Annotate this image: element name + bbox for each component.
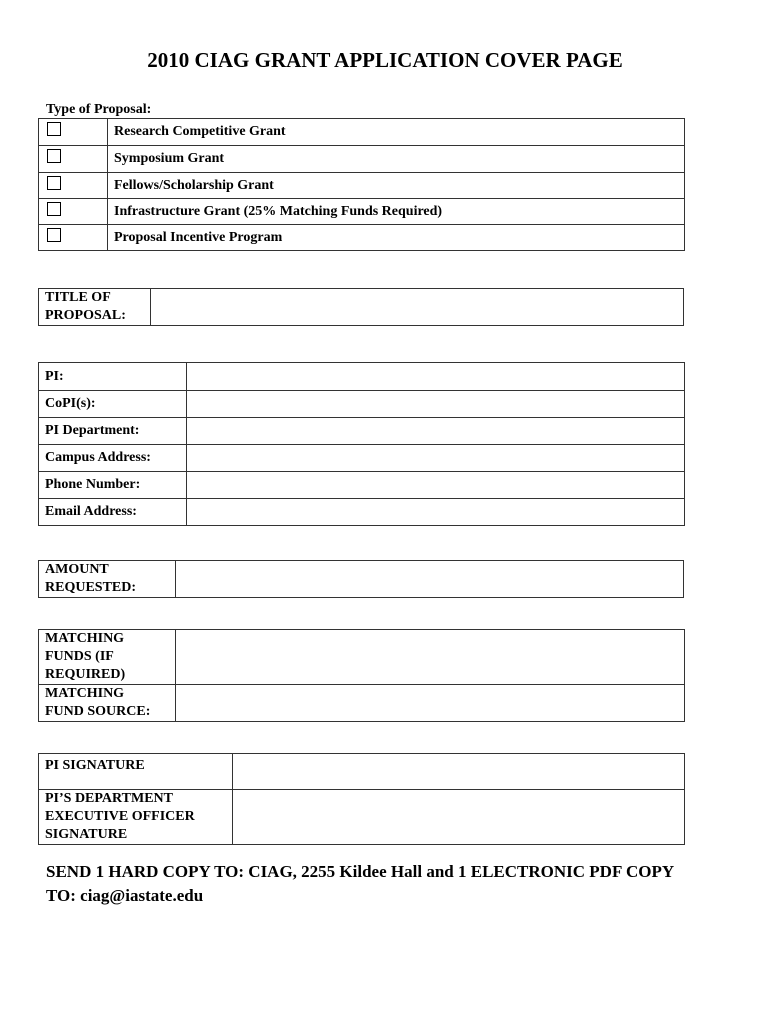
exec-officer-signature-label-line-3: SIGNATURE (45, 827, 128, 842)
page-title: 2010 CIAG GRANT APPLICATION COVER PAGE (147, 48, 623, 72)
proposal-type-incentive: Proposal Incentive Program (108, 225, 685, 251)
copi-field[interactable] (187, 391, 685, 418)
pi-label: PI: (39, 363, 187, 391)
matching-funds-table (38, 629, 685, 722)
exec-officer-signature-label-line-1: PI’S DEPARTMENT (45, 791, 173, 806)
proposal-type-table (38, 118, 685, 251)
exec-officer-signature-label-line-2: EXECUTIVE OFFICER (45, 809, 195, 824)
campus-address-label: Campus Address: (39, 445, 187, 472)
matching-fund-source-field[interactable] (176, 685, 685, 722)
pi-info-table (38, 362, 685, 526)
proposal-type-infrastructure: Infrastructure Grant (25% Matching Funds Required) (108, 199, 685, 225)
submission-instructions (46, 860, 746, 908)
exec-officer-signature-label (39, 790, 233, 845)
proposal-type-research: Research Competitive Grant (108, 119, 685, 146)
pi-department-label: PI Department: (39, 418, 187, 445)
matching-funds-label-line-1: MATCHING (45, 631, 125, 646)
checkbox-cell (39, 146, 108, 173)
amount-requested-label-line-1: AMOUNT (45, 562, 109, 577)
checkbox-cell (39, 173, 108, 199)
submission-instructions-line-1: SEND 1 HARD COPY TO: CIAG, 2255 Kildee Hall and 1 ELECTRONIC PDF COPY (46, 862, 675, 881)
proposal-type-fellows: Fellows/Scholarship Grant (108, 173, 685, 199)
checkbox-infrastructure[interactable] (47, 202, 61, 216)
pi-signature-label: PI SIGNATURE (39, 754, 233, 790)
email-address-field[interactable] (187, 499, 685, 526)
amount-requested-field[interactable] (176, 561, 684, 598)
checkbox-incentive[interactable] (47, 228, 61, 242)
amount-requested-label (39, 561, 176, 598)
checkbox-cell (39, 225, 108, 251)
matching-fund-source-label-line-2: FUND SOURCE: (45, 704, 151, 719)
matching-funds-label (39, 630, 176, 685)
campus-address-field[interactable] (187, 445, 685, 472)
signature-table (38, 753, 685, 845)
copi-label: CoPI(s): (39, 391, 187, 418)
matching-funds-label-line-2: FUNDS (IF (45, 649, 114, 664)
matching-fund-source-label-line-1: MATCHING (45, 686, 125, 701)
pi-signature-field[interactable] (233, 754, 685, 790)
type-of-proposal-label: Type of Proposal: (46, 102, 152, 117)
checkbox-cell (39, 199, 108, 225)
checkbox-fellows[interactable] (47, 176, 61, 190)
title-of-proposal-label-line-1: TITLE OF (45, 290, 111, 305)
title-of-proposal-field[interactable] (151, 289, 684, 326)
matching-funds-label-line-3: REQUIRED) (45, 667, 126, 682)
matching-funds-field[interactable] (176, 630, 685, 685)
checkbox-symposium[interactable] (47, 149, 61, 163)
pi-department-field[interactable] (187, 418, 685, 445)
proposal-type-symposium: Symposium Grant (108, 146, 685, 173)
submission-instructions-line-2: TO: ciag@iastate.edu (46, 886, 204, 905)
phone-number-label: Phone Number: (39, 472, 187, 499)
amount-requested-label-line-2: REQUESTED: (45, 580, 137, 595)
amount-requested-table (38, 560, 684, 598)
phone-number-field[interactable] (187, 472, 685, 499)
checkbox-research[interactable] (47, 122, 61, 136)
title-of-proposal-label (39, 289, 151, 326)
email-address-label: Email Address: (39, 499, 187, 526)
title-of-proposal-label-line-2: PROPOSAL: (45, 308, 126, 323)
exec-officer-signature-field[interactable] (233, 790, 685, 845)
title-of-proposal-table (38, 288, 684, 326)
checkbox-cell (39, 119, 108, 146)
pi-field[interactable] (187, 363, 685, 391)
matching-fund-source-label (39, 685, 176, 722)
